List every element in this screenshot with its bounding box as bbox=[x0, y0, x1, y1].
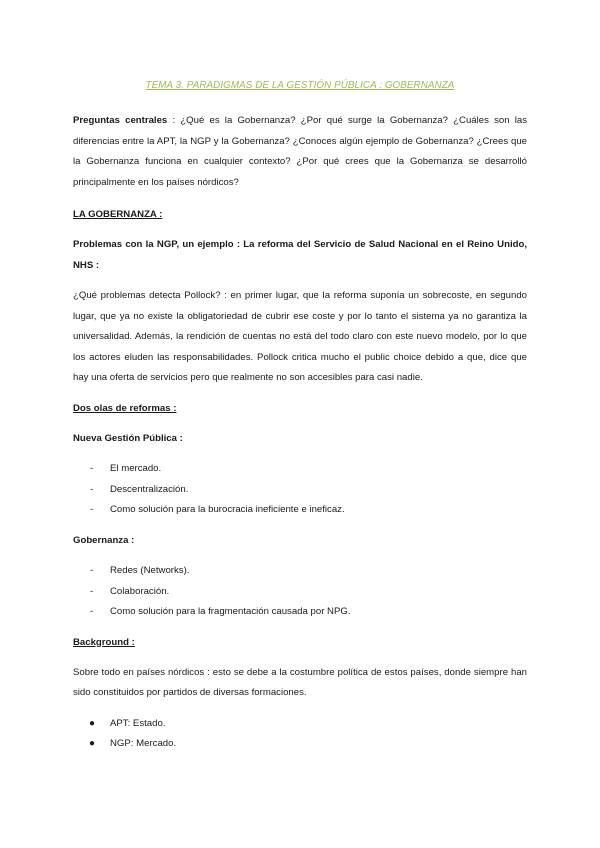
section-heading-gobernanza: LA GOBERNANZA : bbox=[73, 209, 163, 220]
page-title: TEMA 3. PARADIGMAS DE LA GESTIÓN PÚBLICA : GOBERNANZA bbox=[145, 80, 455, 91]
bullet-icon: ● bbox=[89, 717, 96, 729]
bullet-icon: ● bbox=[89, 738, 96, 749]
dash-marker: - bbox=[90, 606, 94, 617]
list-item-text: Redes (Networks). bbox=[110, 565, 190, 576]
gobernanza-heading: Gobernanza : bbox=[73, 534, 135, 546]
list-item-text: NGP: Mercado. bbox=[110, 738, 177, 749]
list-item bbox=[73, 602, 527, 623]
list-item-text: Descentralización. bbox=[110, 483, 189, 495]
ngp-list bbox=[73, 459, 527, 521]
list-item bbox=[73, 714, 527, 735]
preguntas-label: Preguntas centrales bbox=[73, 115, 168, 126]
dash-marker: - bbox=[90, 585, 94, 597]
list-item-text: Como solución para la burocracia ineficiente e ineficaz. bbox=[110, 504, 345, 515]
pollock-paragraph: ¿Qué problemas detecta Pollock? : en primer lugar, que la reforma suponía un sobrecoste, en segundo lugar, que ya no existe la obligatoriedad de cubrir ese coste y por lo tanto el sistema ya no garantiza la universalidad. Además, la rendición de cuentas no está del todo claro con este nuevo modelo, por lo que los actores eluden las responsabilidades. Pollock critica mucho el public choice debido a que, dice que hay una oferta de servicios pero que realmente no son accesibles para casi nadie. bbox=[73, 290, 527, 383]
problemas-heading: Problemas con la NGP, un ejemplo : La reforma del Servicio de Salud Nacional en el Reino Unido, NHS : bbox=[73, 239, 527, 271]
preguntas-text: : ¿Qué es la Gobernanza? ¿Por qué surge la Gobernanza? ¿Cuáles son las diferencias entre la APT, la NGP y la Gobernanza? ¿Conoces algún ejemplo de Gobernanza? ¿Crees que la Gobernanza funciona en cualquier contexto? ¿Por qué crees que la Gobernanza se desarrolló principalmente en los países nórdicos? bbox=[73, 115, 528, 188]
list-item bbox=[73, 582, 527, 603]
list-item bbox=[73, 459, 527, 480]
dash-marker: - bbox=[90, 504, 94, 515]
document-page bbox=[73, 80, 527, 755]
dos-olas-heading: Dos olas de reformas : bbox=[73, 402, 177, 414]
dash-marker: - bbox=[90, 483, 94, 495]
list-item bbox=[73, 561, 527, 582]
background-paragraph: Sobre todo en países nórdicos : esto se debe a la costumbre política de estos países, donde siempre han sido constituidos por partidos de diversas formaciones. bbox=[73, 666, 527, 698]
gobernanza-list bbox=[73, 561, 527, 623]
background-heading: Background : bbox=[73, 636, 135, 648]
list-item-text: APT: Estado. bbox=[110, 717, 166, 729]
list-item bbox=[73, 500, 527, 521]
list-item-text: Colaboración. bbox=[110, 585, 170, 597]
background-list bbox=[73, 714, 527, 755]
ngp-heading: Nueva Gestión Pública : bbox=[73, 432, 183, 444]
preguntas-paragraph bbox=[73, 111, 527, 193]
list-item-text: El mercado. bbox=[110, 463, 162, 474]
dash-marker: - bbox=[90, 565, 94, 576]
list-item bbox=[73, 734, 527, 755]
dash-marker: - bbox=[90, 463, 94, 474]
list-item-text: Como solución para la fragmentación causada por NPG. bbox=[110, 606, 351, 617]
list-item bbox=[73, 480, 527, 501]
